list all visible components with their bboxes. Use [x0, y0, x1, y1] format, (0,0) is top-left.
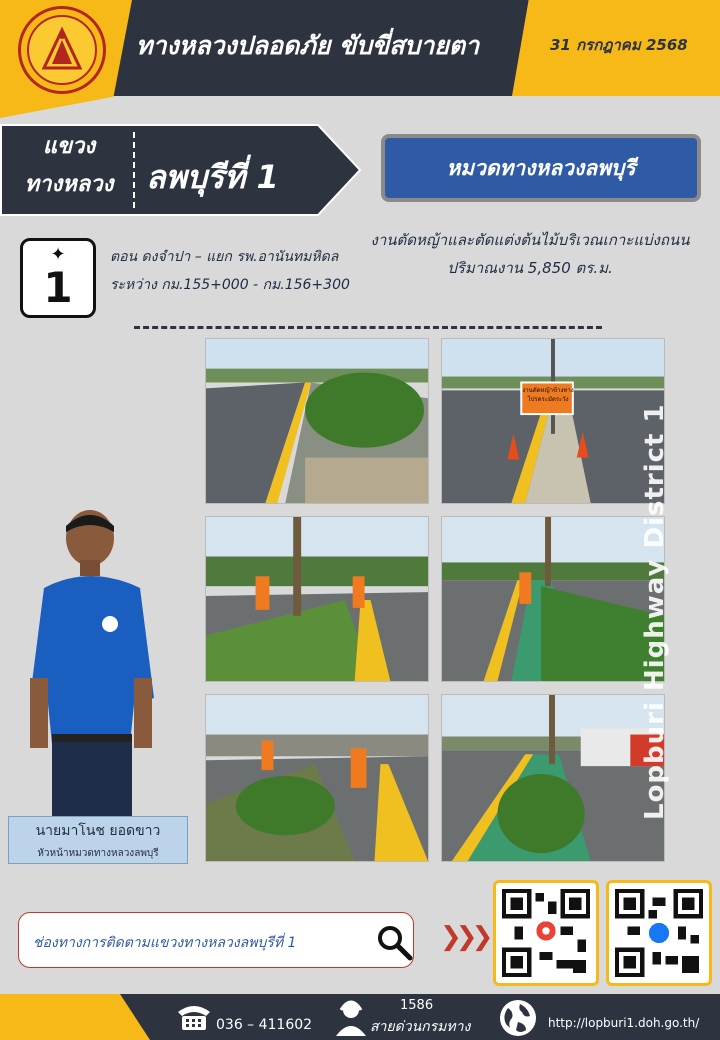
photo-finished-median	[441, 694, 665, 862]
follow-channels-text: ช่องทางการติดตามแขวงทางหลวงลพบุรีที่ 1	[33, 935, 297, 951]
chevron-right-icon: ❯❯❯	[440, 922, 488, 952]
work-quantity: ปริมาณงาน 5,850 ตร.ม.	[447, 259, 613, 277]
route-sign	[20, 238, 96, 318]
photo-sign-line1: งานตัดหญ้าข้างทาง	[522, 387, 574, 394]
district-label	[10, 128, 128, 204]
route-number: 1	[43, 263, 73, 312]
person-caption	[8, 816, 188, 864]
qr-code-facebook[interactable]	[606, 880, 712, 986]
photo-workers-trimming	[205, 516, 429, 682]
photo-warning-sign	[441, 338, 665, 504]
person-photo	[30, 508, 180, 818]
telephone-icon	[176, 1002, 212, 1032]
photo-median-green	[441, 516, 665, 682]
photo-cut-shrubs	[205, 694, 429, 862]
district-name: ลพบุรีที่ 1	[146, 158, 279, 196]
dashed-separator	[134, 326, 602, 329]
footer-hotline-label: สายด่วนกรมทาง	[370, 1019, 471, 1035]
route-section: ตอน ดงจำปา – แยก รพ.อานันทมหิดล	[110, 249, 339, 265]
garuda-emblem-icon: ✦	[50, 244, 66, 265]
qr-code-map[interactable]	[493, 880, 599, 986]
person-name: นายมาโนช ยอดขาว	[35, 823, 161, 839]
search-icon	[375, 923, 413, 961]
district-label-line2: ทางหลวง	[24, 172, 114, 197]
work-description	[340, 226, 720, 282]
route-km: ระหว่าง กม.155+000 - กม.156+300	[110, 277, 350, 293]
photo-roadside-shrub	[205, 338, 429, 504]
unit-badge	[381, 134, 701, 202]
globe-icon	[498, 998, 538, 1038]
header-title: ทางหลวงปลอดภัย ขับขี่สบายตา	[136, 31, 480, 60]
department-of-highways-logo-icon	[18, 6, 106, 94]
follow-channels-box[interactable]	[18, 912, 414, 968]
district-divider	[133, 132, 135, 208]
footer-phone[interactable]: 036 – 411602	[216, 1017, 313, 1033]
footer-hotline-number[interactable]: 1586	[400, 998, 434, 1013]
hotline-agent-icon	[334, 998, 368, 1036]
district-label-line1: แขวง	[42, 134, 96, 159]
footer-website[interactable]: http://lopburi1.doh.go.th/	[548, 1016, 700, 1030]
header-date: 31 กรกฎาคม 2568	[550, 36, 688, 54]
work-title: งานตัดหญ้าและตัดแต่งต้นไม้บริเวณเกาะแบ่งถนน	[370, 231, 690, 249]
unit-name: หมวดทางหลวงลพบุรี	[446, 155, 636, 180]
photo-sign-line2: โปรดระมัดระวัง	[527, 396, 569, 403]
district-english-name: Lopburi Highway District 1	[640, 403, 670, 820]
person-title: หัวหน้าหมวดทางหลวงลพบุรี	[37, 848, 159, 859]
